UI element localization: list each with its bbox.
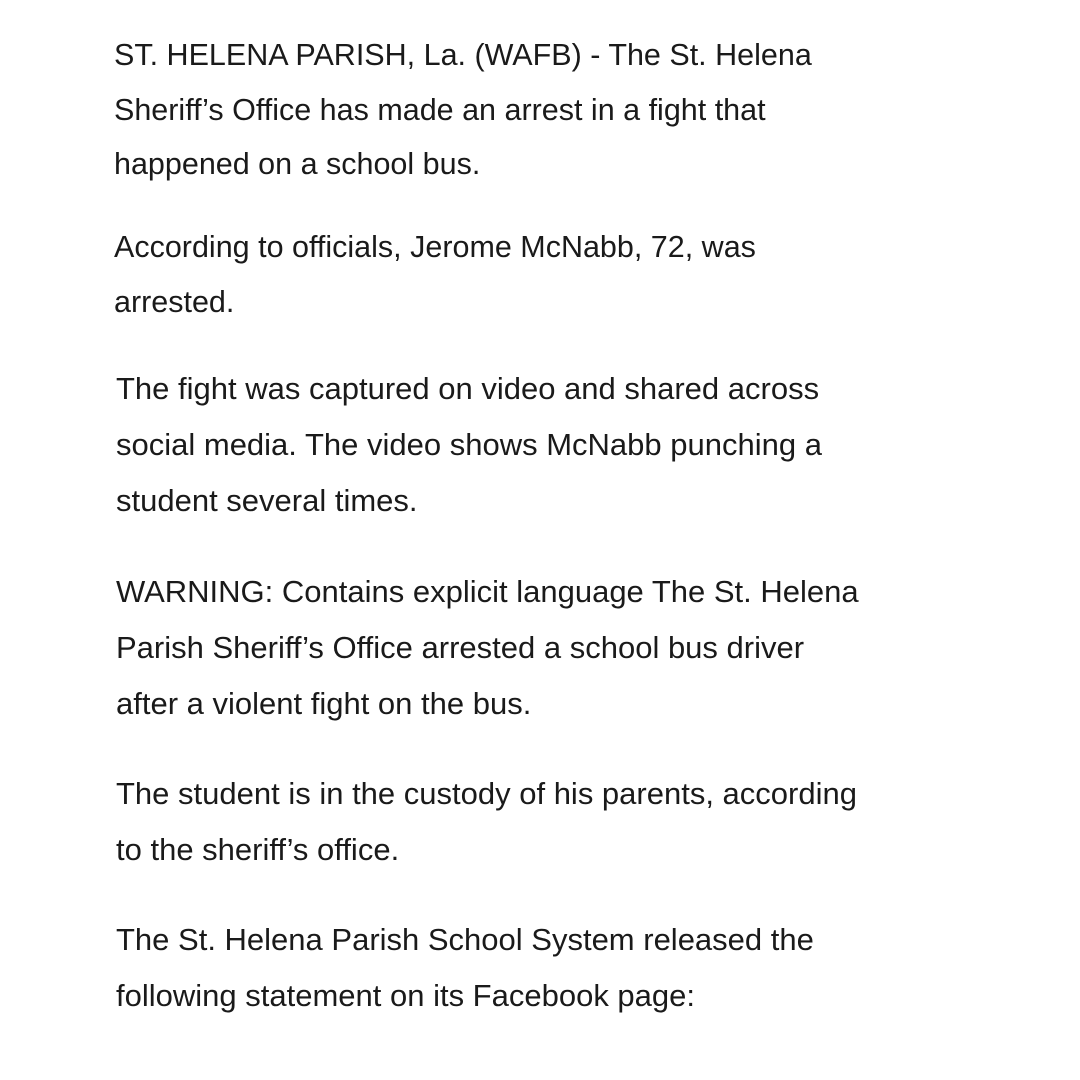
paragraph-warning — [116, 564, 859, 732]
paragraph-line: According to officials, Jerome McNabb, 72, was — [114, 230, 756, 264]
paragraph-line: student several times. — [116, 483, 418, 518]
paragraph-video — [116, 361, 822, 529]
paragraph-line: Sheriff’s Office has made an arrest in a fight that — [114, 92, 766, 127]
paragraph-line: ST. HELENA PARISH, La. (WAFB) - The St. Helena — [114, 38, 812, 72]
paragraph-line: to the sheriff’s office. — [116, 832, 400, 867]
paragraph-line: following statement on its Facebook page: — [116, 978, 696, 1013]
paragraph-line: happened on a school bus. — [114, 147, 481, 181]
paragraph-line: WARNING: Contains explicit language The St. Helena — [116, 574, 859, 609]
paragraph-arrest-intro — [114, 28, 812, 192]
paragraph-line: The fight was captured on video and shared across — [116, 371, 820, 406]
paragraph-statement — [116, 912, 814, 1024]
paragraph-custody — [116, 766, 857, 878]
paragraph-line: The student is in the custody of his parents, according — [116, 776, 857, 811]
paragraph-line: The St. Helena Parish School System released the — [116, 922, 814, 957]
paragraph-line: Parish Sheriff’s Office arrested a school bus driver — [116, 630, 805, 665]
paragraph-officials — [114, 220, 756, 329]
paragraph-line: after a violent fight on the bus. — [116, 686, 532, 721]
paragraph-line: arrested. — [114, 284, 235, 319]
paragraph-line: social media. The video shows McNabb punching a — [116, 427, 822, 462]
